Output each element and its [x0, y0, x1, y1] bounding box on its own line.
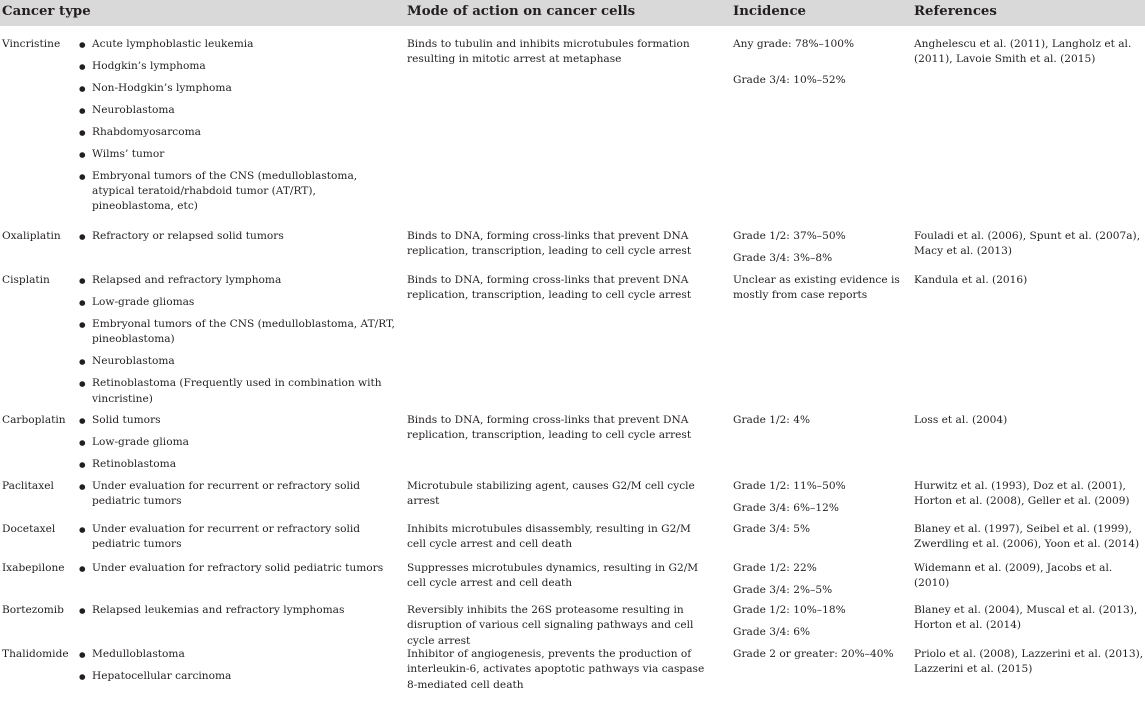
mode-of-action: Inhibitor of angiogenesis, prevents the production of interleukin-6, activates apoptotic pathways via caspase 8-mediated cell death [407, 648, 705, 691]
header-cancer-type: Cancer type [2, 4, 91, 19]
references: Anghelescu et al. (2011), Langholz et al. (2011), Lavoie Smith et al. (2015) [914, 38, 1132, 66]
references: Widemann et al. (2009), Jacobs et al. (2010) [914, 562, 1113, 590]
indication-item: ● Neuroblastoma [78, 103, 398, 118]
incidence [733, 522, 908, 544]
indication-item: ● Retinoblastoma (Frequently used in combination with vincristine) [78, 376, 398, 407]
indication-item: ● Relapsed and refractory lymphoma [78, 273, 398, 288]
drug-name: Bortezomib [2, 604, 64, 616]
indications [78, 479, 398, 516]
mode-of-action: Binds to DNA, forming cross-links that prevent DNA replication, transcription, leading to cell cycle arrest [407, 274, 692, 302]
indication-item: ● Under evaluation for refractory solid pediatric tumors [78, 561, 398, 576]
references: Blaney et al. (2004), Muscal et al. (2013), Horton et al. (2014) [914, 604, 1138, 632]
incidence-item: Grade 2 or greater: 20%–40% [733, 648, 894, 660]
incidence [733, 603, 908, 647]
incidence [733, 647, 908, 669]
incidence-item: Grade 3/4: 2%–5% [733, 583, 833, 596]
references: Loss et al. (2004) [914, 414, 1008, 426]
indication-item: ● Medulloblastoma [78, 647, 398, 662]
drug-name: Docetaxel [2, 523, 56, 535]
indication-item: ● Retinoblastoma [78, 457, 398, 472]
header-incidence: Incidence [733, 4, 807, 19]
indication-item: ● Under evaluation for recurrent or refractory solid pediatric tumors [78, 479, 398, 510]
references: Blaney et al. (1997), Seibel et al. (1999), Zwerdling et al. (2006), Yoon et al. (2014) [914, 523, 1140, 551]
mode-of-action: Binds to tubulin and inhibits microtubules formation resulting in mitotic arrest at metaphase [407, 38, 690, 66]
incidence [733, 479, 908, 523]
indication-item: ● Under evaluation for recurrent or refractory solid pediatric tumors [78, 522, 398, 553]
indication-item: ● Hodgkin’s lymphoma [78, 59, 398, 74]
indication-item: ● Acute lymphoblastic leukemia [78, 37, 398, 52]
indication-item: ● Rhabdomyosarcoma [78, 125, 398, 140]
drug-name: Paclitaxel [2, 480, 54, 492]
incidence-item: Any grade: 78%–100% [733, 38, 855, 50]
drug-name: Vincristine [2, 38, 61, 50]
indications [78, 603, 398, 625]
incidence [733, 561, 908, 605]
indications [78, 273, 398, 413]
drug-name: Thalidomide [2, 648, 69, 660]
indication-item: ● Relapsed leukemias and refractory lymphomas [78, 603, 398, 618]
table-header [0, 0, 1145, 26]
incidence [733, 273, 908, 310]
indication-item: ● Embryonal tumors of the CNS (medulloblastoma, AT/RT, pineoblastoma) [78, 317, 398, 348]
incidence-item: Grade 3/4: 6% [733, 625, 811, 638]
incidence-item: Grade 1/2: 11%–50% [733, 480, 846, 492]
indications [78, 561, 398, 583]
incidence-item: Grade 3/4: 10%–52% [733, 73, 846, 86]
mode-of-action: Inhibits microtubules disassembly, resulting in G2/M cell cycle arrest and cell death [407, 523, 691, 551]
incidence-item: Grade 3/4: 6%–12% [733, 501, 839, 514]
incidence-item: Unclear as existing evidence is mostly from case reports [733, 274, 900, 302]
incidence-item: Grade 3/4: 3%–8% [733, 251, 833, 264]
indications [78, 647, 398, 691]
drug-name: Carboplatin [2, 414, 66, 426]
indications [78, 37, 398, 221]
mode-of-action: Suppresses microtubules dynamics, resulting in G2/M cell cycle arrest and cell death [407, 562, 699, 590]
incidence-item: Grade 1/2: 22% [733, 562, 817, 574]
drug-name: Oxaliplatin [2, 230, 61, 242]
indication-item: ● Low-grade glioma [78, 435, 398, 450]
references: Fouladi et al. (2006), Spunt et al. (2007a), Macy et al. (2013) [914, 230, 1141, 258]
indication-item: ● Low-grade gliomas [78, 295, 398, 310]
drug-name: Cisplatin [2, 274, 50, 286]
indications [78, 229, 398, 251]
incidence-item: Grade 1/2: 10%–18% [733, 604, 846, 616]
indication-item: ● Wilms’ tumor [78, 147, 398, 162]
indications [78, 522, 398, 559]
incidence-item: Grade 3/4: 5% [733, 523, 811, 535]
references: Kandula et al. (2016) [914, 274, 1028, 286]
incidence-item: Grade 1/2: 4% [733, 414, 811, 426]
incidence [733, 229, 908, 273]
mode-of-action: Binds to DNA, forming cross-links that prevent DNA replication, transcription, leading to cell cycle arrest [407, 230, 692, 258]
header-references: References [914, 4, 997, 19]
references: Hurwitz et al. (1993), Doz et al. (2001), Horton et al. (2008), Geller et al. (2009) [914, 480, 1130, 508]
indication-item: ● Refractory or relapsed solid tumors [78, 229, 398, 244]
indication-item: ● Neuroblastoma [78, 354, 398, 369]
drug-name: Ixabepilone [2, 562, 65, 574]
mode-of-action: Reversibly inhibits the 26S proteasome resulting in disruption of various cell signaling pathways and cell cycle arrest [407, 604, 694, 647]
indication-item: ● Hepatocellular carcinoma [78, 669, 398, 684]
indication-item: ● Solid tumors [78, 413, 398, 428]
indications [78, 413, 398, 479]
mode-of-action: Microtubule stabilizing agent, causes G2/M cell cycle arrest [407, 480, 695, 508]
incidence [733, 37, 908, 95]
indication-item: ● Embryonal tumors of the CNS (medulloblastoma, atypical teratoid/rhabdoid tumor (AT/RT), pineoblastoma, etc) [78, 169, 398, 215]
header-mode: Mode of action on cancer cells [407, 4, 636, 19]
indication-item: ● Non-Hodgkin’s lymphoma [78, 81, 398, 96]
incidence-item: Grade 1/2: 37%–50% [733, 230, 846, 242]
references: Priolo et al. (2008), Lazzerini et al. (2013), Lazzerini et al. (2015) [914, 648, 1144, 676]
mode-of-action: Binds to DNA, forming cross-links that prevent DNA replication, transcription, leading to cell cycle arrest [407, 414, 692, 442]
incidence [733, 413, 908, 435]
